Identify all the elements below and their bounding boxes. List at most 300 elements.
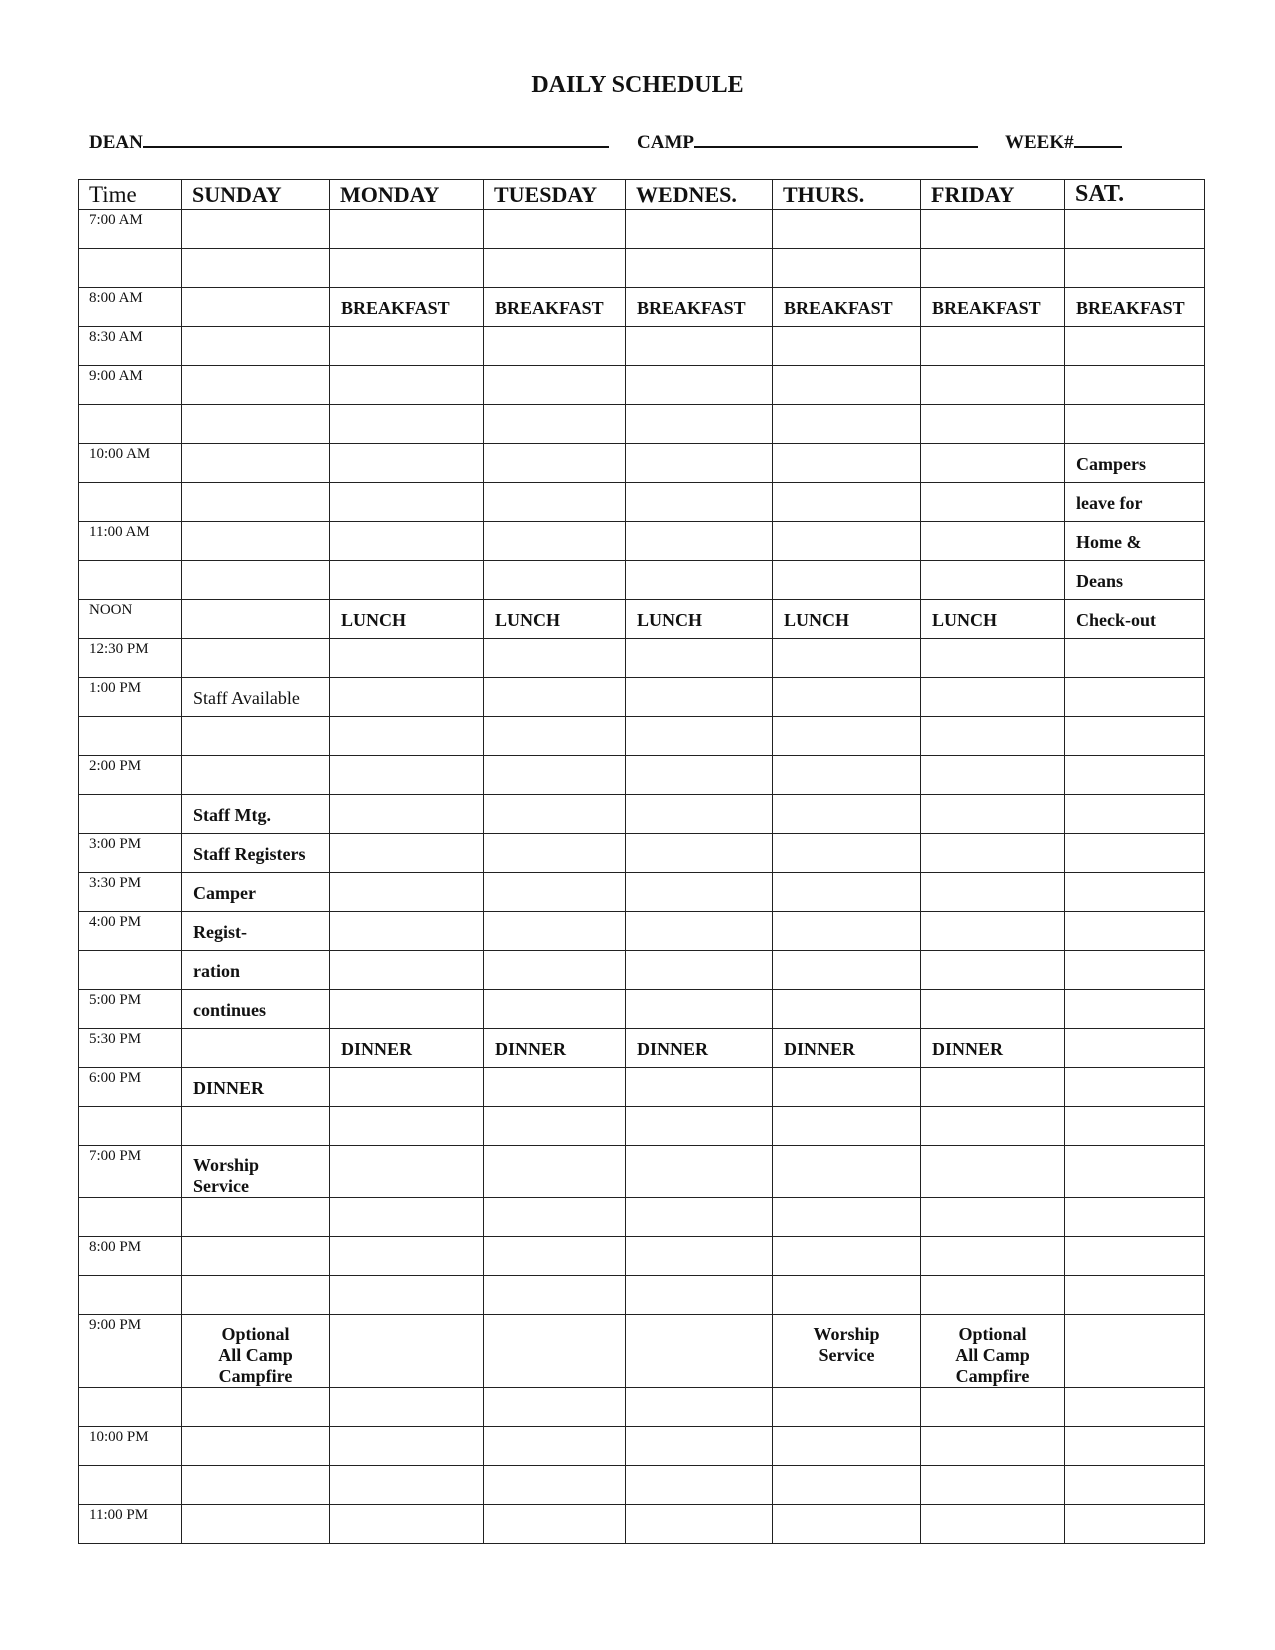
schedule-cell-tuesday[interactable] bbox=[484, 756, 626, 795]
time-cell bbox=[79, 405, 182, 444]
schedule-cell-monday[interactable] bbox=[330, 1466, 484, 1505]
schedule-cell-wednesday[interactable] bbox=[626, 951, 773, 990]
time-cell bbox=[79, 483, 182, 522]
schedule-cell-saturday[interactable] bbox=[1065, 990, 1205, 1029]
table-row bbox=[79, 1146, 1205, 1198]
schedule-cell-monday[interactable] bbox=[330, 327, 484, 366]
schedule-cell-thursday[interactable] bbox=[773, 366, 921, 405]
schedule-cell-wednesday[interactable] bbox=[626, 834, 773, 873]
time-cell: 11:00 AM bbox=[79, 522, 182, 561]
table-row bbox=[79, 834, 1205, 873]
schedule-cell-wednesday[interactable] bbox=[626, 483, 773, 522]
week-label: WEEK# bbox=[1005, 132, 1074, 153]
schedule-cell-tuesday[interactable] bbox=[484, 1505, 626, 1544]
schedule-cell-friday[interactable] bbox=[921, 249, 1065, 288]
schedule-cell-sunday[interactable] bbox=[182, 717, 330, 756]
schedule-cell-saturday[interactable] bbox=[1065, 1315, 1205, 1388]
schedule-cell-tuesday[interactable] bbox=[484, 1315, 626, 1388]
schedule-cell-sunday[interactable]: Camper bbox=[182, 873, 330, 912]
schedule-cell-friday[interactable] bbox=[921, 1505, 1065, 1544]
schedule-cell-sunday[interactable] bbox=[182, 444, 330, 483]
time-cell: 3:00 PM bbox=[79, 834, 182, 873]
schedule-cell-saturday[interactable] bbox=[1065, 249, 1205, 288]
schedule-cell-tuesday[interactable] bbox=[484, 912, 626, 951]
schedule-cell-sunday[interactable] bbox=[182, 1427, 330, 1466]
schedule-cell-friday[interactable] bbox=[921, 561, 1065, 600]
schedule-cell-wednesday[interactable]: LUNCH bbox=[626, 600, 773, 639]
schedule-cell-sunday[interactable] bbox=[182, 1237, 330, 1276]
schedule-cell-sunday[interactable] bbox=[182, 1029, 330, 1068]
schedule-cell-wednesday[interactable]: BREAKFAST bbox=[626, 288, 773, 327]
schedule-cell-tuesday[interactable] bbox=[484, 834, 626, 873]
schedule-cell-sunday[interactable] bbox=[182, 405, 330, 444]
schedule-cell-wednesday[interactable] bbox=[626, 1276, 773, 1315]
schedule-cell-monday[interactable]: DINNER bbox=[330, 1029, 484, 1068]
time-cell: 8:00 PM bbox=[79, 1237, 182, 1276]
dean-label: DEAN bbox=[89, 132, 143, 153]
schedule-cell-wednesday[interactable] bbox=[626, 1068, 773, 1107]
schedule-cell-thursday[interactable] bbox=[773, 1068, 921, 1107]
time-cell: 10:00 AM bbox=[79, 444, 182, 483]
time-cell: 7:00 AM bbox=[79, 210, 182, 249]
schedule-cell-thursday[interactable] bbox=[773, 834, 921, 873]
table-row bbox=[79, 522, 1205, 561]
schedule-cell-thursday[interactable] bbox=[773, 1198, 921, 1237]
schedule-cell-friday[interactable] bbox=[921, 717, 1065, 756]
schedule-cell-tuesday[interactable] bbox=[484, 1198, 626, 1237]
column-header-saturday: SAT. bbox=[1065, 180, 1205, 210]
table-row bbox=[79, 795, 1205, 834]
time-cell: 9:00 PM bbox=[79, 1315, 182, 1388]
table-row bbox=[79, 639, 1205, 678]
schedule-cell-wednesday[interactable] bbox=[626, 1237, 773, 1276]
time-cell: 5:00 PM bbox=[79, 990, 182, 1029]
schedule-cell-thursday[interactable] bbox=[773, 1237, 921, 1276]
table-row bbox=[79, 444, 1205, 483]
schedule-cell-tuesday[interactable] bbox=[484, 210, 626, 249]
camp-field bbox=[637, 127, 978, 154]
schedule-cell-monday[interactable] bbox=[330, 405, 484, 444]
schedule-cell-saturday[interactable] bbox=[1065, 1029, 1205, 1068]
schedule-cell-wednesday[interactable] bbox=[626, 639, 773, 678]
table-row bbox=[79, 912, 1205, 951]
schedule-cell-thursday[interactable]: DINNER bbox=[773, 1029, 921, 1068]
time-cell bbox=[79, 1198, 182, 1237]
schedule-cell-friday[interactable] bbox=[921, 1068, 1065, 1107]
schedule-cell-wednesday[interactable] bbox=[626, 1466, 773, 1505]
schedule-cell-sunday[interactable] bbox=[182, 600, 330, 639]
schedule-cell-sunday[interactable]: Staff Mtg. bbox=[182, 795, 330, 834]
schedule-cell-thursday[interactable] bbox=[773, 1107, 921, 1146]
schedule-cell-friday[interactable] bbox=[921, 1198, 1065, 1237]
time-cell: 12:30 PM bbox=[79, 639, 182, 678]
schedule-cell-thursday[interactable] bbox=[773, 717, 921, 756]
schedule-cell-thursday[interactable]: Worship Service bbox=[773, 1315, 921, 1388]
schedule-cell-monday[interactable] bbox=[330, 561, 484, 600]
schedule-cell-sunday[interactable] bbox=[182, 756, 330, 795]
column-header-friday: FRIDAY bbox=[921, 180, 1065, 210]
schedule-cell-thursday[interactable] bbox=[773, 795, 921, 834]
schedule-cell-friday[interactable] bbox=[921, 990, 1065, 1029]
table-row bbox=[79, 717, 1205, 756]
schedule-cell-saturday[interactable] bbox=[1065, 1198, 1205, 1237]
schedule-cell-tuesday[interactable] bbox=[484, 1466, 626, 1505]
schedule-cell-thursday[interactable] bbox=[773, 1388, 921, 1427]
schedule-cell-wednesday[interactable] bbox=[626, 717, 773, 756]
schedule-cell-tuesday[interactable] bbox=[484, 561, 626, 600]
schedule-cell-saturday[interactable]: Check-out bbox=[1065, 600, 1205, 639]
schedule-cell-wednesday[interactable] bbox=[626, 405, 773, 444]
schedule-cell-thursday[interactable] bbox=[773, 522, 921, 561]
schedule-cell-thursday[interactable] bbox=[773, 327, 921, 366]
schedule-cell-wednesday[interactable] bbox=[626, 1427, 773, 1466]
schedule-cell-monday[interactable]: BREAKFAST bbox=[330, 288, 484, 327]
schedule-cell-sunday[interactable]: Staff Available bbox=[182, 678, 330, 717]
schedule-cell-sunday[interactable] bbox=[182, 249, 330, 288]
table-row bbox=[79, 405, 1205, 444]
table-row bbox=[79, 366, 1205, 405]
schedule-cell-saturday[interactable]: BREAKFAST bbox=[1065, 288, 1205, 327]
table-row bbox=[79, 600, 1205, 639]
schedule-cell-thursday[interactable] bbox=[773, 912, 921, 951]
table-row bbox=[79, 288, 1205, 327]
schedule-cell-sunday[interactable] bbox=[182, 288, 330, 327]
table-row bbox=[79, 1388, 1205, 1427]
schedule-cell-monday[interactable] bbox=[330, 1388, 484, 1427]
schedule-cell-wednesday[interactable] bbox=[626, 522, 773, 561]
schedule-cell-tuesday[interactable] bbox=[484, 1107, 626, 1146]
schedule-cell-sunday[interactable] bbox=[182, 210, 330, 249]
schedule-cell-saturday[interactable] bbox=[1065, 717, 1205, 756]
schedule-cell-thursday[interactable] bbox=[773, 444, 921, 483]
camp-label: CAMP bbox=[637, 132, 694, 153]
schedule-cell-thursday[interactable] bbox=[773, 1505, 921, 1544]
schedule-cell-saturday[interactable] bbox=[1065, 912, 1205, 951]
schedule-cell-thursday[interactable]: LUNCH bbox=[773, 600, 921, 639]
schedule-cell-monday[interactable] bbox=[330, 834, 484, 873]
table-row bbox=[79, 756, 1205, 795]
time-cell bbox=[79, 717, 182, 756]
table-row bbox=[79, 249, 1205, 288]
schedule-cell-friday[interactable]: Optional All Camp Campfire bbox=[921, 1315, 1065, 1388]
schedule-cell-tuesday[interactable] bbox=[484, 522, 626, 561]
schedule-cell-sunday[interactable]: continues bbox=[182, 990, 330, 1029]
schedule-cell-saturday[interactable] bbox=[1065, 1505, 1205, 1544]
schedule-cell-monday[interactable] bbox=[330, 366, 484, 405]
schedule-cell-wednesday[interactable] bbox=[626, 795, 773, 834]
schedule-cell-wednesday[interactable] bbox=[626, 1198, 773, 1237]
schedule-cell-sunday[interactable]: DINNER bbox=[182, 1068, 330, 1107]
schedule-cell-saturday[interactable] bbox=[1065, 1237, 1205, 1276]
schedule-cell-wednesday[interactable]: DINNER bbox=[626, 1029, 773, 1068]
time-cell bbox=[79, 1107, 182, 1146]
schedule-cell-tuesday[interactable] bbox=[484, 1427, 626, 1466]
schedule-cell-saturday[interactable]: leave for bbox=[1065, 483, 1205, 522]
schedule-cell-saturday[interactable] bbox=[1065, 795, 1205, 834]
time-cell bbox=[79, 561, 182, 600]
schedule-cell-monday[interactable] bbox=[330, 678, 484, 717]
schedule-cell-saturday[interactable] bbox=[1065, 1068, 1205, 1107]
schedule-cell-friday[interactable] bbox=[921, 444, 1065, 483]
schedule-cell-sunday[interactable] bbox=[182, 1198, 330, 1237]
time-cell: 5:30 PM bbox=[79, 1029, 182, 1068]
schedule-cell-tuesday[interactable] bbox=[484, 873, 626, 912]
schedule-cell-monday[interactable] bbox=[330, 990, 484, 1029]
page-title: DAILY SCHEDULE bbox=[531, 72, 744, 98]
table-row bbox=[79, 1505, 1205, 1544]
schedule-cell-sunday[interactable] bbox=[182, 1505, 330, 1544]
schedule-cell-monday[interactable] bbox=[330, 912, 484, 951]
schedule-cell-saturday[interactable] bbox=[1065, 951, 1205, 990]
schedule-cell-thursday[interactable] bbox=[773, 756, 921, 795]
schedule-cell-saturday[interactable] bbox=[1065, 678, 1205, 717]
schedule-cell-monday[interactable] bbox=[330, 639, 484, 678]
schedule-cell-monday[interactable] bbox=[330, 1315, 484, 1388]
schedule-table bbox=[78, 179, 1205, 1544]
schedule-cell-friday[interactable] bbox=[921, 1107, 1065, 1146]
week-blank-line[interactable] bbox=[1074, 127, 1122, 148]
schedule-cell-wednesday[interactable] bbox=[626, 990, 773, 1029]
schedule-cell-tuesday[interactable] bbox=[484, 639, 626, 678]
schedule-cell-friday[interactable] bbox=[921, 639, 1065, 678]
schedule-cell-friday[interactable] bbox=[921, 912, 1065, 951]
schedule-cell-sunday[interactable] bbox=[182, 1276, 330, 1315]
schedule-cell-tuesday[interactable] bbox=[484, 717, 626, 756]
schedule-cell-wednesday[interactable] bbox=[626, 210, 773, 249]
table-row bbox=[79, 1427, 1205, 1466]
time-cell: 8:30 AM bbox=[79, 327, 182, 366]
schedule-cell-tuesday[interactable] bbox=[484, 366, 626, 405]
schedule-cell-monday[interactable] bbox=[330, 483, 484, 522]
schedule-cell-wednesday[interactable] bbox=[626, 327, 773, 366]
time-cell bbox=[79, 1388, 182, 1427]
dean-blank-line[interactable] bbox=[143, 127, 609, 148]
schedule-cell-thursday[interactable] bbox=[773, 951, 921, 990]
schedule-cell-tuesday[interactable]: DINNER bbox=[484, 1029, 626, 1068]
table-row bbox=[79, 210, 1205, 249]
table-row bbox=[79, 327, 1205, 366]
schedule-cell-saturday[interactable] bbox=[1065, 366, 1205, 405]
schedule-cell-friday[interactable] bbox=[921, 483, 1065, 522]
schedule-cell-monday[interactable] bbox=[330, 522, 484, 561]
schedule-cell-wednesday[interactable] bbox=[626, 678, 773, 717]
header-row bbox=[79, 180, 1205, 210]
schedule-cell-tuesday[interactable] bbox=[484, 951, 626, 990]
schedule-cell-wednesday[interactable] bbox=[626, 1146, 773, 1198]
column-header-tuesday: TUESDAY bbox=[484, 180, 626, 210]
schedule-cell-monday[interactable] bbox=[330, 210, 484, 249]
schedule-cell-sunday[interactable] bbox=[182, 1466, 330, 1505]
schedule-cell-tuesday[interactable] bbox=[484, 483, 626, 522]
schedule-cell-monday[interactable] bbox=[330, 795, 484, 834]
time-cell bbox=[79, 249, 182, 288]
schedule-cell-tuesday[interactable] bbox=[484, 327, 626, 366]
schedule-cell-friday[interactable] bbox=[921, 1427, 1065, 1466]
schedule-cell-tuesday[interactable]: BREAKFAST bbox=[484, 288, 626, 327]
schedule-cell-friday[interactable]: BREAKFAST bbox=[921, 288, 1065, 327]
schedule-cell-friday[interactable] bbox=[921, 522, 1065, 561]
schedule-cell-tuesday[interactable] bbox=[484, 405, 626, 444]
schedule-cell-thursday[interactable] bbox=[773, 210, 921, 249]
table-row bbox=[79, 951, 1205, 990]
schedule-cell-tuesday[interactable] bbox=[484, 444, 626, 483]
schedule-cell-friday[interactable] bbox=[921, 795, 1065, 834]
schedule-cell-wednesday[interactable] bbox=[626, 1107, 773, 1146]
schedule-cell-tuesday[interactable]: LUNCH bbox=[484, 600, 626, 639]
schedule-cell-monday[interactable] bbox=[330, 717, 484, 756]
schedule-cell-friday[interactable] bbox=[921, 678, 1065, 717]
schedule-cell-friday[interactable] bbox=[921, 951, 1065, 990]
table-row bbox=[79, 990, 1205, 1029]
schedule-cell-wednesday[interactable] bbox=[626, 561, 773, 600]
schedule-cell-sunday[interactable] bbox=[182, 1388, 330, 1427]
schedule-cell-wednesday[interactable] bbox=[626, 1315, 773, 1388]
schedule-cell-tuesday[interactable] bbox=[484, 795, 626, 834]
schedule-cell-sunday[interactable] bbox=[182, 639, 330, 678]
table-row bbox=[79, 1315, 1205, 1388]
schedule-cell-friday[interactable] bbox=[921, 366, 1065, 405]
schedule-cell-monday[interactable] bbox=[330, 1276, 484, 1315]
schedule-cell-thursday[interactable] bbox=[773, 1276, 921, 1315]
schedule-cell-monday[interactable] bbox=[330, 249, 484, 288]
schedule-cell-friday[interactable] bbox=[921, 873, 1065, 912]
table-row bbox=[79, 678, 1205, 717]
schedule-cell-thursday[interactable] bbox=[773, 1146, 921, 1198]
schedule-cell-wednesday[interactable] bbox=[626, 249, 773, 288]
schedule-cell-tuesday[interactable] bbox=[484, 1146, 626, 1198]
schedule-cell-saturday[interactable] bbox=[1065, 405, 1205, 444]
schedule-cell-saturday[interactable] bbox=[1065, 1466, 1205, 1505]
schedule-cell-monday[interactable] bbox=[330, 1505, 484, 1544]
table-row bbox=[79, 483, 1205, 522]
schedule-cell-tuesday[interactable] bbox=[484, 678, 626, 717]
schedule-cell-thursday[interactable] bbox=[773, 561, 921, 600]
schedule-cell-monday[interactable] bbox=[330, 756, 484, 795]
schedule-cell-thursday[interactable] bbox=[773, 483, 921, 522]
schedule-cell-thursday[interactable] bbox=[773, 249, 921, 288]
schedule-cell-wednesday[interactable] bbox=[626, 444, 773, 483]
schedule-body bbox=[79, 210, 1205, 1544]
schedule-cell-saturday[interactable] bbox=[1065, 210, 1205, 249]
table-row bbox=[79, 1276, 1205, 1315]
time-cell: 11:00 PM bbox=[79, 1505, 182, 1544]
schedule-cell-saturday[interactable]: Home & bbox=[1065, 522, 1205, 561]
table-row bbox=[79, 1466, 1205, 1505]
schedule-cell-sunday[interactable] bbox=[182, 522, 330, 561]
schedule-cell-friday[interactable] bbox=[921, 327, 1065, 366]
camp-blank-line[interactable] bbox=[694, 127, 978, 148]
table-row bbox=[79, 1107, 1205, 1146]
schedule-cell-tuesday[interactable] bbox=[484, 1237, 626, 1276]
schedule-cell-sunday[interactable]: Staff Registers bbox=[182, 834, 330, 873]
schedule-cell-saturday[interactable]: Deans bbox=[1065, 561, 1205, 600]
schedule-cell-tuesday[interactable] bbox=[484, 1388, 626, 1427]
time-cell: 6:00 PM bbox=[79, 1068, 182, 1107]
schedule-cell-thursday[interactable] bbox=[773, 405, 921, 444]
schedule-cell-wednesday[interactable] bbox=[626, 873, 773, 912]
schedule-cell-sunday[interactable] bbox=[182, 1107, 330, 1146]
schedule-cell-monday[interactable]: LUNCH bbox=[330, 600, 484, 639]
schedule-cell-wednesday[interactable] bbox=[626, 756, 773, 795]
schedule-cell-sunday[interactable]: Regist- bbox=[182, 912, 330, 951]
schedule-cell-monday[interactable] bbox=[330, 1107, 484, 1146]
schedule-cell-thursday[interactable]: BREAKFAST bbox=[773, 288, 921, 327]
schedule-cell-tuesday[interactable] bbox=[484, 249, 626, 288]
schedule-cell-saturday[interactable] bbox=[1065, 756, 1205, 795]
schedule-cell-monday[interactable] bbox=[330, 444, 484, 483]
schedule-cell-friday[interactable]: LUNCH bbox=[921, 600, 1065, 639]
schedule-cell-friday[interactable] bbox=[921, 756, 1065, 795]
time-cell: 2:00 PM bbox=[79, 756, 182, 795]
schedule-cell-tuesday[interactable] bbox=[484, 990, 626, 1029]
schedule-cell-monday[interactable] bbox=[330, 951, 484, 990]
time-cell: 8:00 AM bbox=[79, 288, 182, 327]
schedule-cell-thursday[interactable] bbox=[773, 639, 921, 678]
schedule-cell-saturday[interactable] bbox=[1065, 1276, 1205, 1315]
schedule-cell-sunday[interactable] bbox=[182, 366, 330, 405]
schedule-cell-monday[interactable] bbox=[330, 873, 484, 912]
schedule-cell-friday[interactable] bbox=[921, 1237, 1065, 1276]
schedule-cell-monday[interactable] bbox=[330, 1237, 484, 1276]
time-cell: 7:00 PM bbox=[79, 1146, 182, 1198]
schedule-cell-saturday[interactable] bbox=[1065, 327, 1205, 366]
schedule-cell-saturday[interactable]: Campers bbox=[1065, 444, 1205, 483]
schedule-cell-wednesday[interactable] bbox=[626, 1505, 773, 1544]
schedule-cell-friday[interactable] bbox=[921, 1466, 1065, 1505]
schedule-cell-thursday[interactable] bbox=[773, 1427, 921, 1466]
schedule-cell-friday[interactable] bbox=[921, 1276, 1065, 1315]
schedule-cell-monday[interactable] bbox=[330, 1198, 484, 1237]
schedule-cell-thursday[interactable] bbox=[773, 1466, 921, 1505]
schedule-cell-friday[interactable] bbox=[921, 405, 1065, 444]
time-cell bbox=[79, 1466, 182, 1505]
column-header-thursday: THURS. bbox=[773, 180, 921, 210]
schedule-cell-saturday[interactable] bbox=[1065, 834, 1205, 873]
schedule-cell-sunday[interactable]: Worship Service bbox=[182, 1146, 330, 1198]
time-cell bbox=[79, 795, 182, 834]
schedule-cell-saturday[interactable] bbox=[1065, 1107, 1205, 1146]
schedule-cell-friday[interactable]: DINNER bbox=[921, 1029, 1065, 1068]
column-header-wednesday: WEDNES. bbox=[626, 180, 773, 210]
schedule-cell-sunday[interactable] bbox=[182, 561, 330, 600]
schedule-cell-monday[interactable] bbox=[330, 1427, 484, 1466]
schedule-cell-friday[interactable] bbox=[921, 1388, 1065, 1427]
schedule-cell-saturday[interactable] bbox=[1065, 639, 1205, 678]
schedule-cell-thursday[interactable] bbox=[773, 678, 921, 717]
schedule-cell-wednesday[interactable] bbox=[626, 1388, 773, 1427]
schedule-cell-friday[interactable] bbox=[921, 1146, 1065, 1198]
schedule-cell-saturday[interactable] bbox=[1065, 873, 1205, 912]
schedule-cell-monday[interactable] bbox=[330, 1146, 484, 1198]
schedule-cell-friday[interactable] bbox=[921, 210, 1065, 249]
schedule-cell-sunday[interactable]: Optional All Camp Campfire bbox=[182, 1315, 330, 1388]
schedule-cell-saturday[interactable] bbox=[1065, 1427, 1205, 1466]
schedule-cell-thursday[interactable] bbox=[773, 990, 921, 1029]
schedule-cell-saturday[interactable] bbox=[1065, 1388, 1205, 1427]
schedule-cell-thursday[interactable] bbox=[773, 873, 921, 912]
schedule-cell-wednesday[interactable] bbox=[626, 366, 773, 405]
schedule-cell-sunday[interactable] bbox=[182, 483, 330, 522]
table-row bbox=[79, 561, 1205, 600]
schedule-cell-sunday[interactable]: ration bbox=[182, 951, 330, 990]
schedule-cell-wednesday[interactable] bbox=[626, 912, 773, 951]
schedule-cell-tuesday[interactable] bbox=[484, 1068, 626, 1107]
schedule-cell-monday[interactable] bbox=[330, 1068, 484, 1107]
schedule-cell-friday[interactable] bbox=[921, 834, 1065, 873]
schedule-cell-saturday[interactable] bbox=[1065, 1146, 1205, 1198]
schedule-cell-sunday[interactable] bbox=[182, 327, 330, 366]
schedule-cell-tuesday[interactable] bbox=[484, 1276, 626, 1315]
